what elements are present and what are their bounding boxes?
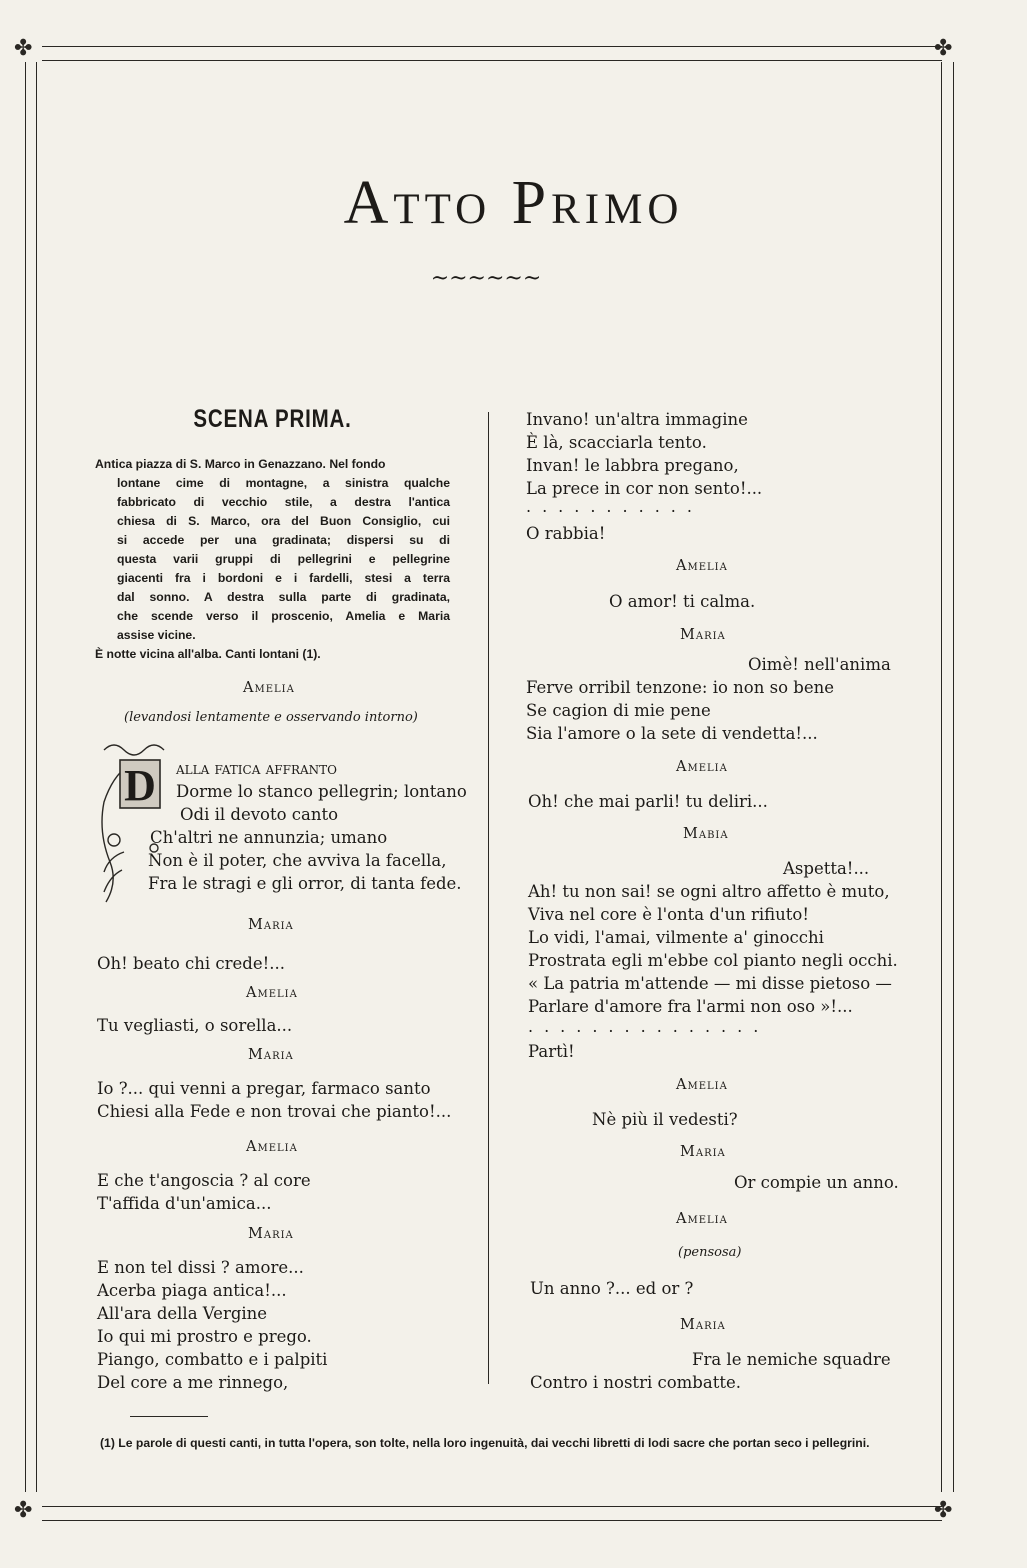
speaker-label: Maria [680, 1317, 726, 1333]
frame-bottom-outer [42, 1506, 942, 1507]
verse-line: Del core a me rinnego, [97, 1373, 289, 1392]
verse-line: T'affida d'un'amica... [97, 1194, 272, 1213]
verse-line: Ah! tu non sai! se ogni altro affetto è muto, [528, 882, 890, 901]
verse-line: Partì! [528, 1042, 575, 1061]
page-title: Atto Primo [343, 169, 684, 237]
stage-line: Antica piazza di S. Marco in Genazzano. Nel fondo [95, 457, 386, 471]
verse-line: Contro i nostri combatte. [530, 1373, 741, 1392]
speaker-label: Maria [248, 917, 294, 933]
frame-top-outer [42, 46, 942, 47]
verse-line: Invano! un'altra immagine [526, 410, 748, 429]
verse-line: O rabbia! [526, 524, 606, 543]
speaker-label: Maria [248, 1226, 294, 1242]
verse-line: « La patria m'attende — mi disse pietoso — [528, 974, 892, 993]
verse-text: alla fatica affranto [176, 759, 338, 778]
frame-left-inner [36, 62, 37, 1492]
verse-line: Aspetta!... [783, 859, 870, 878]
ellipsis-row: ........... [526, 497, 703, 516]
verse-line: Parlare d'amore fra l'armi non oso »!... [528, 997, 853, 1016]
stage-line: chiesa di S. Marco, ora del Buon Consiglio, cui [117, 514, 450, 528]
verse-line: Io qui mi prostro e prego. [97, 1327, 312, 1346]
verse-line: Dorme lo stanco pellegrin; lontano [176, 782, 467, 801]
speaker-label: Amelia [676, 1077, 728, 1093]
corner-flourish-icon: ✤ [934, 1498, 953, 1523]
verse-line: Prostrata egli m'ebbe col pianto negli occhi. [528, 951, 898, 970]
frame-top-inner [42, 60, 942, 61]
stage-cue: (levandosi lentamente e osservando intorno) [124, 710, 418, 725]
verse-line: O amor! ti calma. [609, 592, 756, 611]
verse-line: Oimè! nell'anima [748, 655, 891, 674]
speaker-label: Maria [680, 1144, 726, 1160]
verse-line: E non tel dissi ? amore... [97, 1258, 304, 1277]
speaker-label: Amelia [676, 1211, 728, 1227]
verse-line: Sia l'amore o la sete di vendetta!... [526, 724, 818, 743]
verse-line: E che t'angoscia ? al core [97, 1171, 311, 1190]
verse-line: Nè più il vedesti? [592, 1110, 738, 1129]
verse-line: Un anno ?... ed or ? [530, 1279, 694, 1298]
speaker-label: Amelia [246, 985, 298, 1001]
verse-line [176, 757, 337, 780]
verse-line: Invan! le labbra pregano, [526, 456, 739, 475]
footnote: (1) Le parole di questi canti, in tutta l'opera, son tolte, nella loro ingenuità, dai vecchi libretti di lodi sacre che portan seco i pellegrini. [100, 1436, 870, 1450]
ellipsis-row: ............... [528, 1017, 770, 1036]
verse-line: Fra le nemiche squadre [692, 1350, 891, 1369]
stage-line: È notte vicina all'alba. Canti lontani (1). [95, 647, 321, 661]
verse-line: Acerba piaga antica!... [97, 1281, 287, 1300]
stage-direction [95, 455, 450, 664]
verse-line: Viva nel core è l'onta d'un rifiuto! [528, 905, 809, 924]
stage-line: lontane cime di montagne, a sinistra qualche [117, 476, 450, 490]
speaker-label: Amelia [676, 558, 728, 574]
frame-right-inner [953, 62, 954, 1492]
stage-line: fabbricato di vecchio stile, a destra l'antica [117, 495, 450, 509]
frame-left-outer [25, 62, 26, 1492]
verse-line: È là, scacciarla tento. [526, 433, 707, 452]
scene-heading: SCENA PRIMA. [193, 405, 352, 433]
stage-line: questa varii gruppi di pellegrini e pellegrine [117, 552, 450, 566]
verse-line: Odi il devoto canto [180, 805, 339, 824]
verse-line: La prece in cor non sento!... [526, 479, 763, 498]
initial-letter: D [124, 761, 156, 810]
frame-right-outer [941, 62, 942, 1492]
speaker-label: Amelia [243, 680, 295, 696]
verse-line: Chiesi alla Fede e non trovai che pianto!... [97, 1102, 452, 1121]
verse-line: Lo vidi, l'amai, vilmente a' ginocchi [528, 928, 824, 947]
stage-cue: (pensosa) [678, 1245, 742, 1260]
stage-line: dal sonno. A destra sulla parte di gradinata, [117, 590, 450, 604]
speaker-label: Mabia [683, 826, 729, 842]
frame-bottom-inner [42, 1520, 942, 1521]
verse-line: Se cagion di mie pene [526, 701, 711, 720]
column-divider [488, 412, 489, 1384]
stage-line: assise vicine. [117, 628, 196, 642]
title-ornament: ~~~~~~ [430, 266, 542, 291]
corner-flourish-icon: ✤ [934, 36, 953, 61]
stage-line: giacenti fra i bordoni e i fardelli, stesi a terra [117, 571, 450, 585]
footnote-rule [130, 1416, 208, 1417]
verse-line: Io ?... qui venni a pregar, farmaco santo [97, 1079, 431, 1098]
verse-line: Tu vegliasti, o sorella... [97, 1016, 293, 1035]
speaker-label: Amelia [246, 1139, 298, 1155]
verse-line: Oh! che mai parli! tu deliri... [528, 792, 768, 811]
corner-flourish-icon: ✤ [14, 36, 33, 61]
speaker-label: Maria [680, 627, 726, 643]
verse-line: Or compie un anno. [734, 1173, 899, 1192]
verse-line: Oh! beato chi crede!... [97, 954, 285, 973]
speaker-label: Amelia [676, 759, 728, 775]
corner-flourish-icon: ✤ [14, 1498, 33, 1523]
verse-line: All'ara della Vergine [97, 1304, 268, 1323]
verse-line: Non è il poter, che avviva la facella, [148, 851, 447, 870]
stage-line: che scende verso il proscenio, Amelia e Maria [117, 609, 450, 623]
verse-line: Ch'altri ne annunzia; umano [150, 828, 388, 847]
verse-line: Ferve orribil tenzone: io non so bene [526, 678, 834, 697]
verse-line: Piango, combatto e i palpiti [97, 1350, 328, 1369]
verse-line: Fra le stragi e gli orror, di tanta fede. [148, 874, 462, 893]
stage-line: si accede per una gradinata; dispersi su di [117, 533, 450, 547]
speaker-label: Maria [248, 1047, 294, 1063]
